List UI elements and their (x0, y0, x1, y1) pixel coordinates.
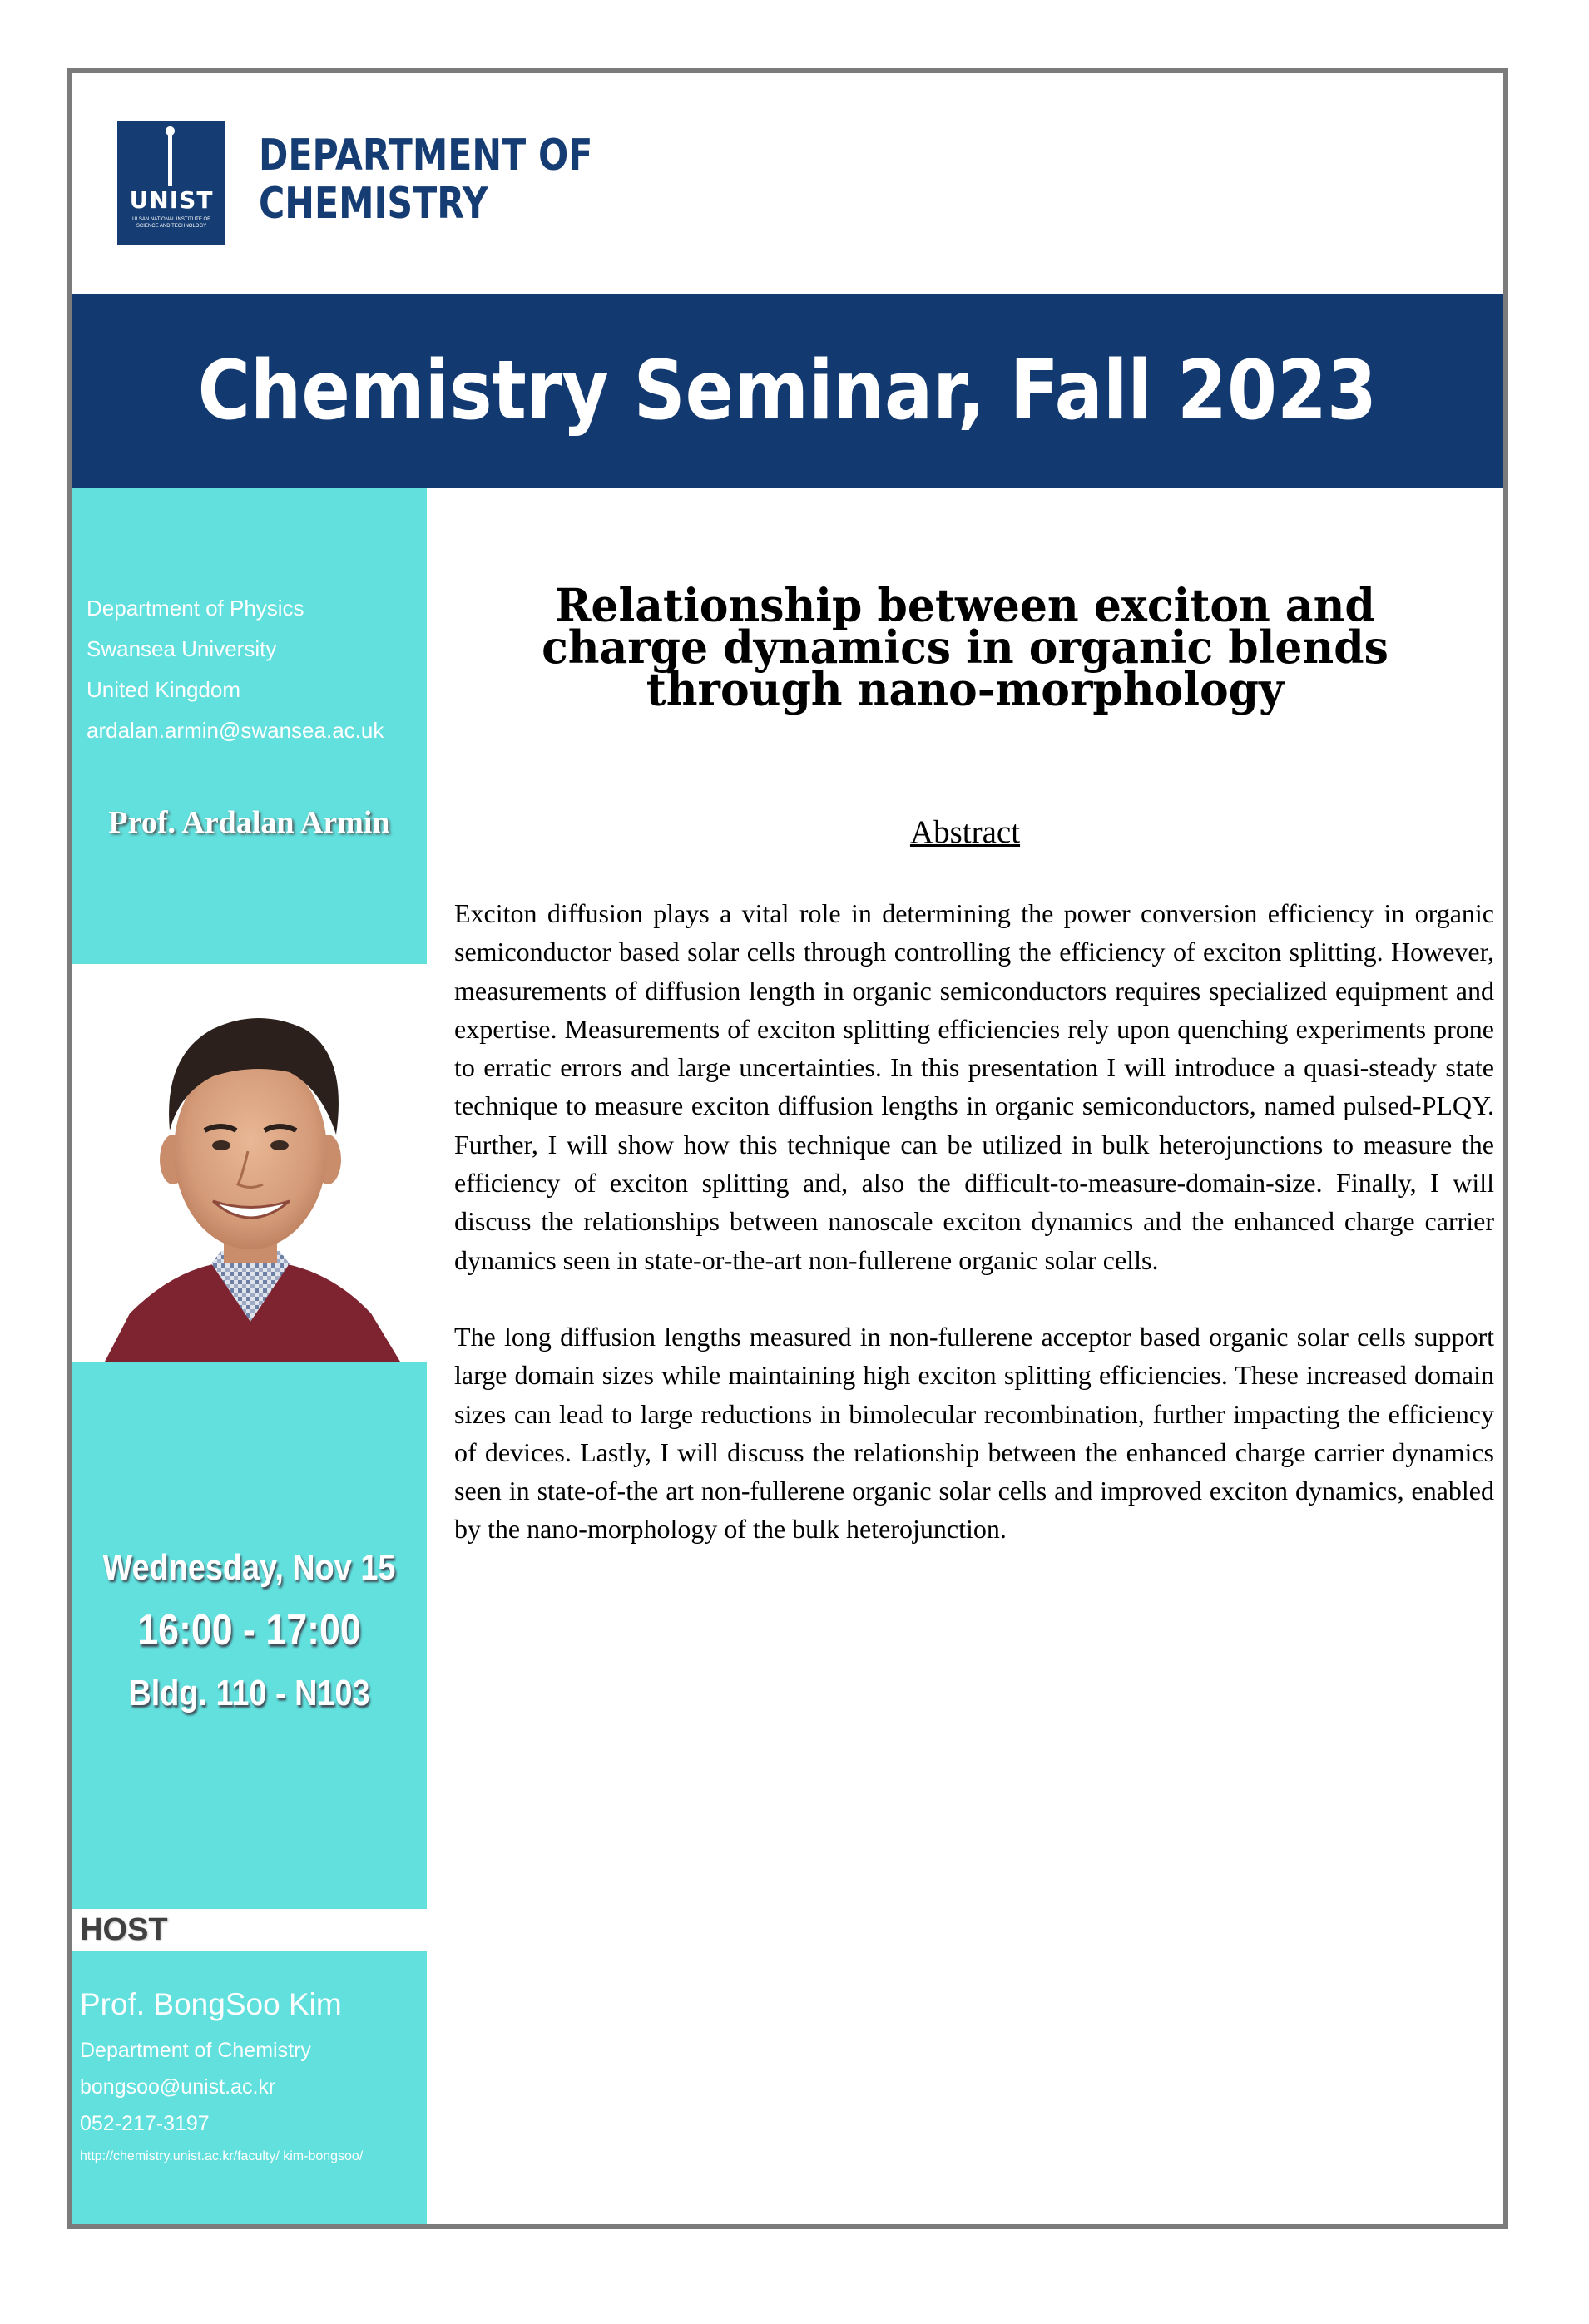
host-phone: 052-217-3197 (80, 2112, 210, 2135)
talk-title (452, 579, 1478, 716)
talk-content (427, 488, 1503, 2229)
host-department: Department of Chemistry (80, 2039, 311, 2062)
unist-logo (117, 121, 225, 245)
affiliation-country: United Kingdom (87, 677, 240, 702)
logo-mark-icon (168, 128, 172, 186)
abstract-heading: Abstract (909, 814, 1021, 850)
abstract-body (454, 894, 1494, 1587)
abstract-paragraph-2: The long diffusion lengths measured in non-fullerene acceptor based organic solar cells support large domain sizes while maintaining high exciton splitting efficiencies. These increased domain sizes can lead to large reductions in bimolecular recombination, further impacting the efficiency of devices. Lastly, I will discuss the relationship between the enhanced charge carrier dynamics seen in state-of-the art non-fullerene organic solar cells and improved exciton dynamics, enabled by the nano-morphology of the bulk heterojunction. (454, 1321, 1494, 1545)
host-label: HOST (80, 1912, 168, 1947)
speaker-photo (72, 964, 427, 1362)
talk-title-line-2: charge dynamics in organic blends (542, 621, 1389, 675)
department-line-1: DEPARTMENT OF (259, 131, 593, 180)
host-info (80, 1985, 363, 2172)
host-name: Prof. BongSoo Kim (80, 1987, 342, 2021)
affiliation-department: Department of Physics (87, 596, 304, 621)
seminar-location: Bldg. 110 - N103 (128, 1673, 370, 1713)
seminar-banner (72, 294, 1503, 488)
speaker-name: Prof. Ardalan Armin (108, 805, 390, 840)
host-email: bongsoo@unist.ac.kr (80, 2075, 276, 2099)
speaker-sidebar (72, 488, 427, 2229)
talk-title-line-1: Relationship between exciton and (555, 579, 1375, 633)
seminar-day: Wednesday, Nov 15 (102, 1547, 396, 1588)
host-url: http://chemistry.unist.ac.kr/faculty/ kim-bongsoo/ (80, 2149, 364, 2163)
host-label-bar (72, 1909, 427, 1951)
department-line-2: CHEMISTRY (259, 179, 488, 229)
affiliation-university: Swansea University (87, 636, 277, 661)
poster-header (72, 73, 1503, 291)
logo-subtitle: ULSAN NATIONAL INSTITUTE OF SCIENCE AND TECHNOLOGY (132, 217, 210, 229)
speaker-portrait-image (72, 964, 427, 1362)
speaker-email: ardalan.armin@swansea.ac.uk (87, 718, 384, 743)
logo-wordmark: UNIST (129, 186, 214, 214)
seminar-time: 16:00 - 17:00 (137, 1606, 361, 1654)
speaker-affiliation (87, 588, 384, 751)
seminar-schedule (72, 1543, 427, 1719)
talk-title-line-3: through nano-morphology (646, 662, 1285, 716)
poster-frame (67, 68, 1508, 2229)
abstract-paragraph-1: Exciton diffusion plays a vital role in determining the power conversion efficiency in organic semiconductor based solar cells through controlling the efficiency of exciton splitting. However, measurements of diffusion length in organic semiconductors requires specialized equipment and expertise. Measurements of exciton splitting efficiencies rely upon quenching experiments prone to erratic errors and large uncertainties. In this presentation I will introduce a quasi-steady state technique to measure exciton diffusion lengths in organic semiconductors, named pulsed-PLQY. Further, I will show how this technique can be utilized in bulk heterojunctions to measure the efficiency of exciton splitting and, also the difficult-to-measure-domain-size. Finally, I will discuss the relationships between nanoscale exciton dynamics and the enhanced charge carrier dynamics seen in state-or-the-art non-fullerene organic solar cells. (454, 898, 1494, 1275)
seminar-title: Chemistry Seminar, Fall 2023 (197, 344, 1378, 438)
department-name (259, 131, 592, 228)
